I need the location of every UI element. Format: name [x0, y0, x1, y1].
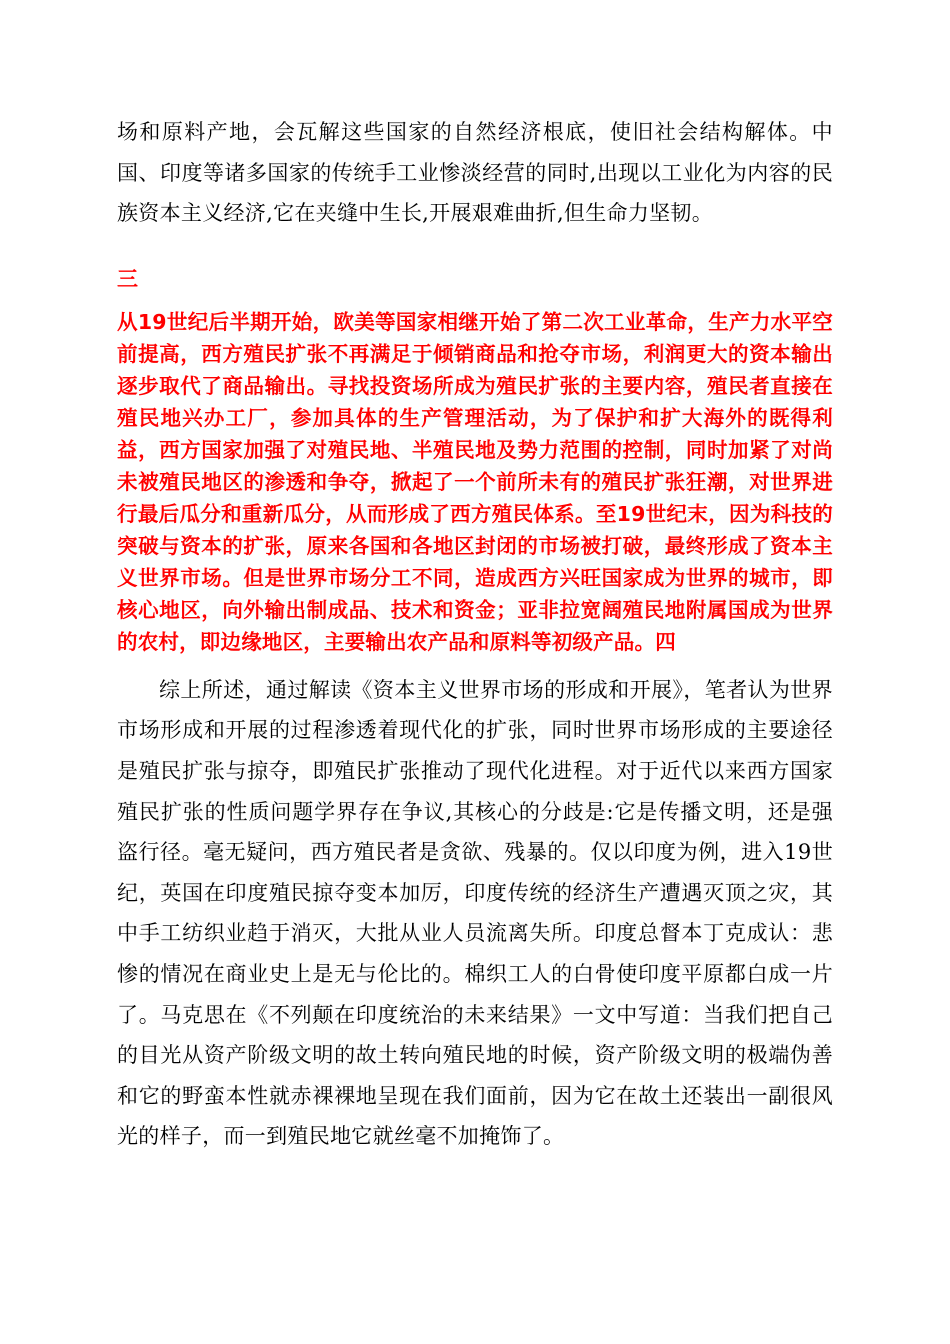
intro-paragraph: 场和原料产地，会瓦解这些国家的自然经济根底，使旧社会结构解体。中国、印度等诸多国家的传统手工业惨淡经营的同时,出现以工业化为内容的民族资本主义经济,它在夹缝中生长,开展艰难曲折,但生命力坚韧。: [117, 120, 833, 226]
paragraph-spacer: [117, 658, 833, 670]
section-three-paragraph: 从19世纪后半期开始，欧美等国家相继开始了第二次工业革命，生产力水平空前提高，西方殖民扩张不再满足于倾销商品和抢夺市场，利润更大的资本输出逐步取代了商品输出。寻找投资场所成为殖民扩张的主要内容，殖民者直接在殖民地兴办工厂，参加具体的生产管理活动，为了保护和扩大海外的既得利益，西方国家加强了对殖民地、半殖民地及势力范围的控制，同时加紧了对尚未被殖民地区的渗透和争夺，掀起了一个前所未有的殖民扩张狂潮，对世界进行最后瓜分和重新瓜分，从而形成了西方殖民体系。至19世纪末，因为科技的突破与资本的扩张，原来各国和各地区封闭的市场被打破，最终形成了资本主义世界市场。但是世界市场分工不同，造成西方兴旺国家成为世界的城市，即核心地区，向外输出制成品、技术和资金；亚非拉宽阔殖民地附属国成为世界的农村，即边缘地区，主要输出农产品和原料等初级产品。四: [117, 309, 833, 654]
section-three-heading: 三: [117, 266, 138, 291]
document-page: [117, 112, 833, 1157]
conclusion-paragraph: 综上所述，通过解读《资本主义世界市场的形成和开展》，笔者认为世界市场形成和开展的过程渗透着现代化的扩张，同时世界市场形成的主要途径是殖民扩张与掠夺，即殖民扩张推动了现代化进程。对于近代以来西方国家殖民扩张的性质问题学界存在争议,其核心的分歧是:它是传播文明，还是强盗行径。毫无疑问，西方殖民者是贪欲、残暴的。仅以印度为例，进入19世纪，英国在印度殖民掠夺变本加厉，印度传统的经济生产遭遇灭顶之灾，其中手工纺织业趋于消灭，大批从业人员流离失所。印度总督本丁克成认：悲惨的情况在商业史上是无与伦比的。棉织工人的白骨使印度平原都白成一片了。马克思在《不列颠在印度统治的未来结果》一文中写道：当我们把自己的目光从资产阶级文明的故土转向殖民地的时候，资产阶级文明的极端伪善和它的野蛮本性就赤裸裸地呈现在我们面前，因为它在故土还装出一副很风光的样子，而一到殖民地它就丝毫不加掩饰了。: [117, 677, 833, 1149]
